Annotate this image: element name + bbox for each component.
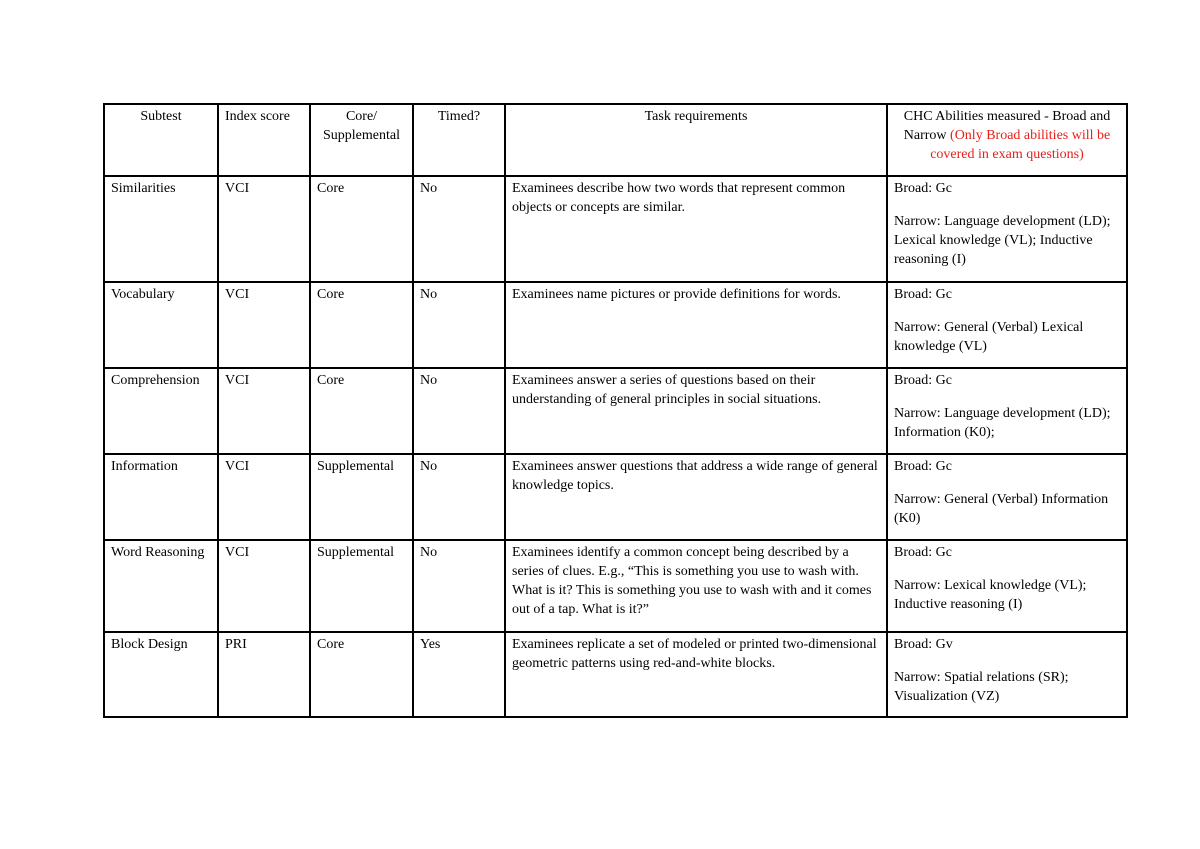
cell-broad: Broad: Gc [894, 373, 952, 388]
table-header-row [104, 104, 1127, 176]
cell-subtest: Similarities [104, 176, 218, 282]
cell-index-score: VCI [218, 282, 310, 368]
header-chc-main: CHC Abilities measured - Broad and Narrow [903, 109, 1111, 143]
table-row [104, 632, 1127, 717]
cell-broad: Broad: Gv [894, 637, 953, 652]
cell-narrow: Narrow: General (Verbal) Information (K0) [894, 492, 1109, 526]
cell-timed: No [413, 540, 505, 632]
cell-task: Examinees answer questions that address a wide range of general knowledge topics. [505, 454, 887, 540]
cell-timed: No [413, 454, 505, 540]
cell-narrow: Narrow: Lexical knowledge (VL); Inductive reasoning (I) [894, 578, 1087, 612]
cell-task: Examinees identify a common concept being described by a series of clues. E.g., “This is something you use to wash with. What is it? This is something you use to wash with and it comes out of a tap. What is it?” [505, 540, 887, 632]
cell-chc [887, 632, 1127, 717]
table-row [104, 540, 1127, 632]
cell-core-supplemental: Core [310, 176, 413, 282]
header-index-score: Index score [218, 104, 310, 176]
header-chc-abilities [887, 104, 1127, 176]
cell-chc [887, 368, 1127, 454]
cell-timed: Yes [413, 632, 505, 717]
cell-subtest: Word Reasoning [104, 540, 218, 632]
cell-core-supplemental: Core [310, 282, 413, 368]
cell-index-score: VCI [218, 454, 310, 540]
table-row [104, 454, 1127, 540]
cell-core-supplemental: Core [310, 632, 413, 717]
cell-task: Examinees replicate a set of modeled or printed two-dimensional geometric patterns using red-and-white blocks. [505, 632, 887, 717]
header-subtest: Subtest [104, 104, 218, 176]
header-task-requirements: Task requirements [505, 104, 887, 176]
cell-core-supplemental: Core [310, 368, 413, 454]
cell-subtest: Comprehension [104, 368, 218, 454]
cell-narrow: Narrow: Spatial relations (SR); Visualization (VZ) [894, 670, 1069, 704]
cell-subtest: Block Design [104, 632, 218, 717]
cell-subtest: Information [104, 454, 218, 540]
header-core-supplemental: Core/ Supplemental [310, 104, 413, 176]
cell-broad: Broad: Gc [894, 287, 952, 302]
subtest-table [103, 103, 1128, 718]
cell-broad: Broad: Gc [894, 545, 952, 560]
cell-timed: No [413, 368, 505, 454]
cell-task: Examinees describe how two words that represent common objects or concepts are similar. [505, 176, 887, 282]
cell-chc [887, 454, 1127, 540]
cell-timed: No [413, 176, 505, 282]
cell-narrow: Narrow: Language development (LD); Information (K0); [894, 406, 1111, 440]
table-row [104, 282, 1127, 368]
cell-narrow: Narrow: General (Verbal) Lexical knowledge (VL) [894, 320, 1084, 354]
cell-narrow: Narrow: Language development (LD); Lexical knowledge (VL); Inductive reasoning (I) [894, 214, 1111, 267]
cell-chc [887, 540, 1127, 632]
cell-chc [887, 282, 1127, 368]
table-row [104, 176, 1127, 282]
cell-chc [887, 176, 1127, 282]
cell-index-score: VCI [218, 540, 310, 632]
cell-broad: Broad: Gc [894, 181, 952, 196]
cell-subtest: Vocabulary [104, 282, 218, 368]
cell-core-supplemental: Supplemental [310, 540, 413, 632]
cell-timed: No [413, 282, 505, 368]
header-chc-note: (Only Broad abilities will be covered in exam questions) [930, 128, 1111, 162]
cell-index-score: VCI [218, 176, 310, 282]
table-row [104, 368, 1127, 454]
header-timed: Timed? [413, 104, 505, 176]
cell-index-score: VCI [218, 368, 310, 454]
cell-task: Examinees answer a series of questions based on their understanding of general principles in social situations. [505, 368, 887, 454]
cell-broad: Broad: Gc [894, 459, 952, 474]
cell-task: Examinees name pictures or provide definitions for words. [505, 282, 887, 368]
cell-index-score: PRI [218, 632, 310, 717]
cell-core-supplemental: Supplemental [310, 454, 413, 540]
